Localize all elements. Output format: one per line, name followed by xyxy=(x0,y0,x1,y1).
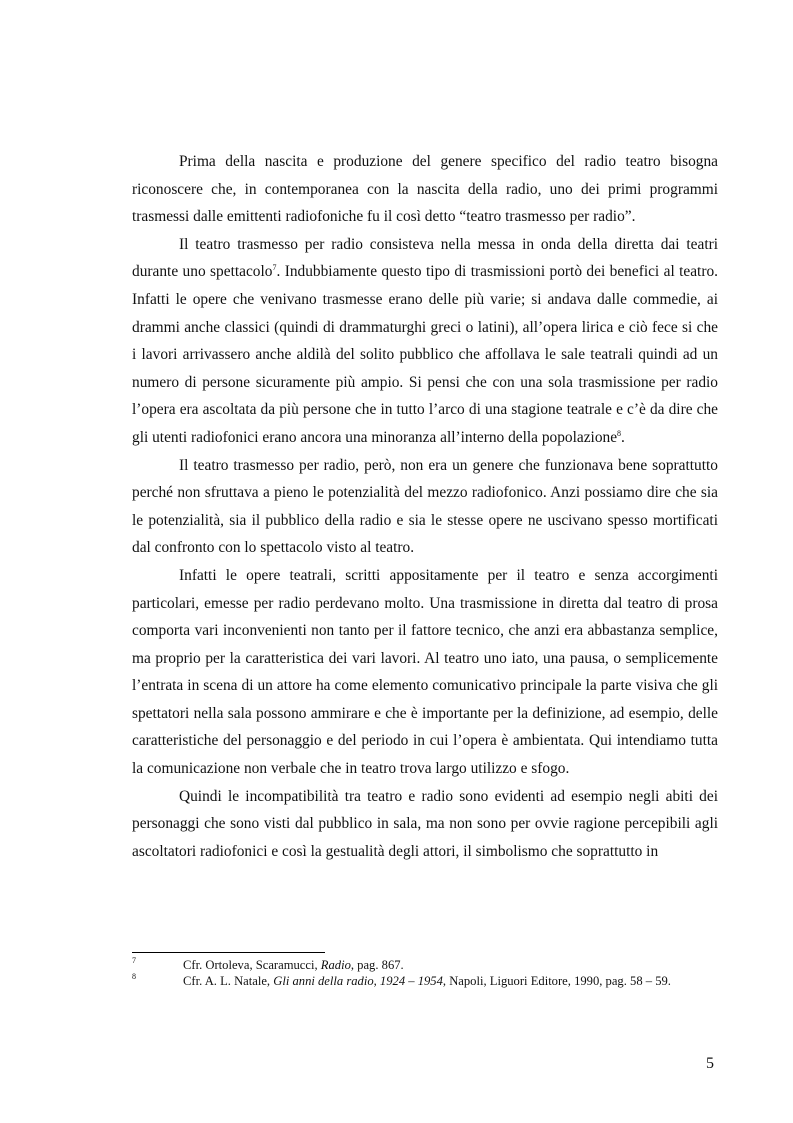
footnote-ref-7[interactable]: 7 xyxy=(272,263,277,273)
paragraph-2-text-c: . xyxy=(621,428,625,446)
footnote-number: 8 xyxy=(132,972,136,981)
footnote-title: Radio xyxy=(320,958,351,972)
paragraph-3: Il teatro trasmesso per radio, però, non era un genere che funzionava bene soprattutto perché non sfruttava a pieno le potenzialità del mezzo radiofonico. Anzi possiamo dire che sia le potenzialità, sia il pubblico della radio e sia le stesse opere ne uscivano spesso mortificati dal confronto con lo spettacolo visto al teatro. xyxy=(132,456,718,557)
footnote-number: 7 xyxy=(132,956,136,965)
paragraph-2-text-b: . Indubbiamente questo tipo di trasmissioni portò dei benefici al teatro. Infatti le opere che venivano trasmesse erano delle più varie; si andava dalle commedie, ai drammi anche classici (quindi di drammaturghi greci o latini), all’opera lirica e ciò fece si che i lavori arrivassero anche aldilà del solito pubblico che affollava le sale teatrali quindi ad un numero di persone sicuramente più ampio. Si pensi che con una sola trasmissione per radio l’opera era ascoltata da più persone che in tutto l’arco di una stagione teatrale e c’è da dire che gli utenti radiofonici erano ancora una minoranza all’interno della popolazione xyxy=(132,263,719,446)
footnote-text: , Napoli, Liguori Editore, 1990, pag. 58 – 59. xyxy=(442,974,671,988)
footnote-text: Cfr. Ortoleva, Scaramucci, xyxy=(183,958,321,972)
footnote-ref-8[interactable]: 8 xyxy=(617,428,622,438)
footnote-8 xyxy=(132,973,718,989)
paragraph-4: Infatti le opere teatrali, scritti appositamente per il teatro e senza accorgimenti particolari, emesse per radio perdevano molto. Una trasmissione in diretta dal teatro di prosa comporta vari inconvenienti non tanto per il fattore tecnico, che anzi era abbastanza semplice, ma proprio per la caratteristica dei vari lavori. Al teatro uno iato, una pausa, o semplicemente l’entrata in scena di un attore ha come elemento comunicativo principale la parte visiva che gli spettatori nella sala possono ammirare e che è importante per la definizione, ad esempio, delle caratteristiche del personaggio e del periodo in cui l’opera è ambientata. Qui intendiamo tutta la comunicazione non verbale che in teatro trova largo utilizzo e sfogo. xyxy=(132,566,718,778)
footnote-text: , pag. 867. xyxy=(350,958,404,972)
footnote-separator xyxy=(132,952,325,953)
paragraph-2-text-a: Il teatro trasmesso per radio consisteva nella messa in onda della diretta dai teatri durante uno spettacolo xyxy=(132,235,718,281)
footnote-7 xyxy=(132,957,718,973)
page-number: 5 xyxy=(706,1055,714,1072)
footnote-text: Cfr. A. L. Natale, xyxy=(183,974,274,988)
paragraph-1: Prima della nascita e produzione del genere specifico del radio teatro bisogna riconoscere che, in contemporanea con la nascita della radio, uno dei primi programmi trasmessi dalle emittenti radiofoniche fu il così detto “teatro trasmesso per radio”. xyxy=(132,153,718,226)
paragraph-2 xyxy=(132,231,718,452)
footnotes xyxy=(132,957,718,989)
paragraph-5: Quindi le incompatibilità tra teatro e radio sono evidenti ad esempio negli abiti dei personaggi che sono visti dal pubblico in sala, ma non sono per ovvie ragione percepibili agli ascoltatori radiofonici e così la gestualità degli attori, il simbolismo che soprattutto in xyxy=(132,787,718,860)
footnote-title: Gli anni della radio, 1924 – 1954 xyxy=(273,974,443,988)
body-text xyxy=(132,148,718,865)
